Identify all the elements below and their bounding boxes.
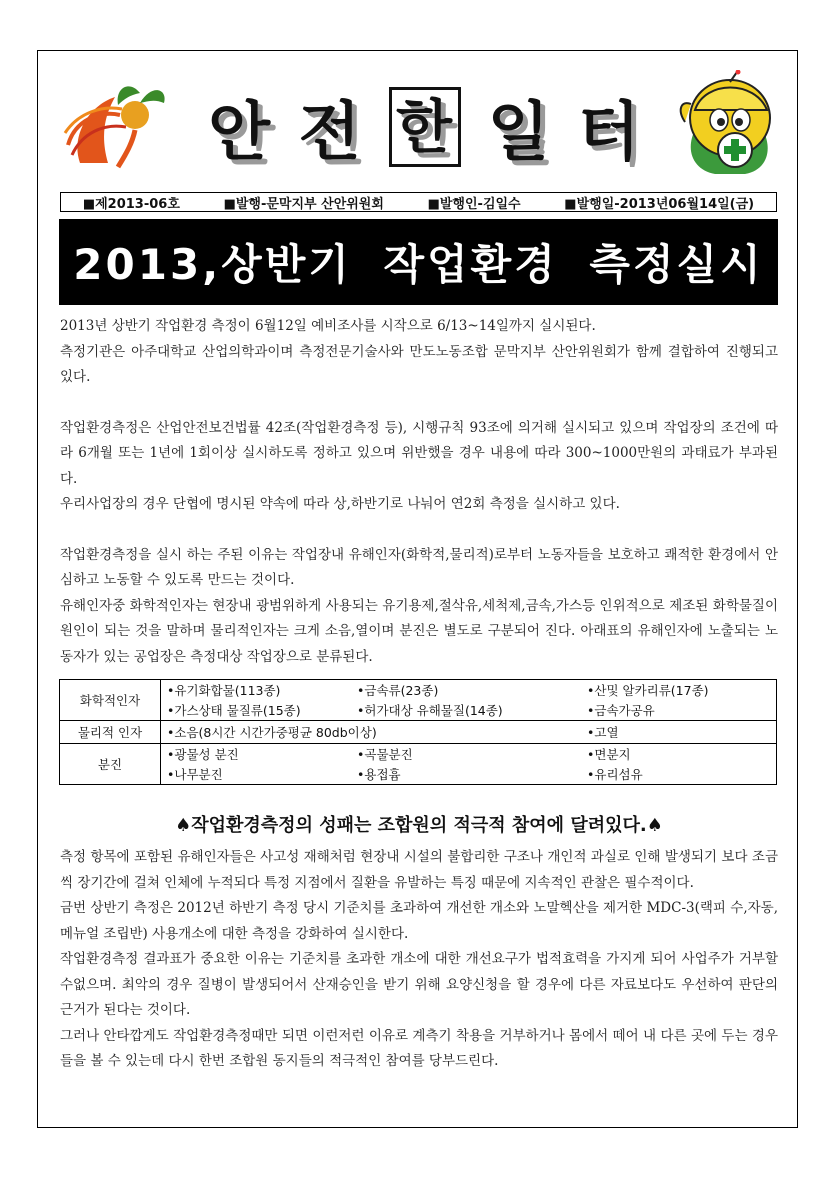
hazard-factors-table — [59, 679, 777, 785]
factor-items — [161, 744, 777, 785]
issue-number: ■제2013-06호 — [82, 196, 180, 212]
paragraph: 작업환경측정은 산업안전보건법률 42조(작업환경측정 등), 시행규칙 93조에 의거해 실시되고 있으며 작업장의 조건에 따라 6개월 또는 1년에 1회이상 실시하도록 정하고 있으며 위반했을 경우 내용에 따라 300~1000만원의 과태료가 부과된다. — [60, 419, 778, 487]
union-logo-icon — [60, 75, 170, 175]
factor-item: •고열 — [587, 725, 619, 740]
masthead-char: 전 — [298, 96, 363, 170]
factor-category: 물리적 인자 — [60, 721, 161, 744]
publisher: ■발행-문막지부 산안위원회 — [223, 196, 384, 212]
section-subheading: ♠작업환경측정의 성패는 조합원의 적극적 참여에 달려있다.♠ — [175, 815, 663, 836]
masthead-char: 안 — [208, 96, 273, 170]
headline: 2013,상반기 작업환경 측정실시 — [59, 219, 778, 305]
factor-item: •금속가공유 — [587, 703, 655, 718]
factor-item: •산및 알카리류(17종) — [587, 683, 709, 698]
factor-item: •금속류(23종) — [357, 683, 439, 698]
paragraph: 작업환경측정 결과표가 중요한 이유는 기준치를 초과한 개소에 대한 개선요구가 법적효력을 가지게 되어 사업주가 거부할 수없으며. 최악의 경우 질병이 발생되어서 산재승인을 받기 위해 요양신청을 할 경우에 다른 자료보다도 우선하여 판단의 근거가 된다는 것이다. — [60, 951, 778, 1018]
paragraph: 작업환경측정을 실시 하는 주된 이유는 작업장내 유해인자(화학적,물리적)로부터 노동자들을 보호하고 쾌적한 환경에서 안심하고 노동할 수 있도록 만드는 것이다. — [60, 546, 778, 588]
factor-item: •면분지 — [587, 747, 631, 762]
factor-item: •허가대상 유해물질(14종) — [357, 703, 503, 718]
masthead-title — [195, 82, 655, 172]
factor-item: •유기화합물(113종) — [167, 683, 281, 698]
factor-items — [161, 680, 777, 721]
factor-item: •가스상태 물질류(15종) — [167, 703, 301, 718]
factor-item: •유리섬유 — [587, 767, 643, 782]
factor-items — [161, 721, 777, 744]
factor-item: •소음(8시간 시간가중평균 80db이상) — [167, 725, 377, 740]
paragraph: 2013년 상반기 작업환경 측정이 6월12일 예비조사를 시작으로 6/13~14일까지 실시된다. — [60, 318, 596, 334]
paragraph: 유해인자중 화학적인자는 현장내 광범위하게 사용되는 유기용제,절삭유,세척제,금속,가스등 인위적으로 제조된 화학물질이 원인이 되는 것을 말하며 물리적인자는 크게 소음,열이며 분진은 별도로 구분되어 진다. 아래표의 유해인자에 노출되는 노동자가 있는 공업장은 측정대상 작업장으로 분류된다. — [60, 597, 778, 665]
paragraph: 그러나 안타깝게도 작업환경측정때만 되면 이런저런 이유로 계측기 착용을 거부하거나 몸에서 떼어 내 다른 곳에 두는 경우들을 볼 수 있는데 다시 한번 조합원 동지들의 적극적인 참여를 당부드린다. — [60, 1027, 778, 1069]
factor-item: •용접흄 — [357, 767, 401, 782]
issue-info-bar — [60, 192, 777, 212]
article-intro — [60, 314, 778, 670]
safety-mascot-icon — [675, 70, 780, 178]
paragraph: 금번 상반기 측정은 2012년 하반기 측정 당시 기준치를 초과하여 개선한 개소와 노말헥산을 제거한 MDC-3(랙피 수,자동,메뉴얼 조립반) 사용개소에 대한 측정을 강화하여 실시한다. — [60, 900, 778, 942]
table-row — [60, 744, 777, 785]
editor: ■발행인-김일수 — [427, 196, 521, 212]
factor-item: •광물성 분진 — [167, 747, 239, 762]
masthead-char: 일 — [487, 96, 552, 170]
paragraph: 측정기관은 아주대학교 산업의학과이며 측정전문기술사와 만도노동조합 문막지부 산안위원회가 함께 결합하여 진행되고 있다. — [60, 343, 778, 385]
masthead-char: 한 — [389, 87, 461, 167]
issue-date: ■발행일-2013년06월14일(금) — [564, 196, 755, 212]
factor-category: 분진 — [60, 744, 161, 785]
paragraph: 측정 항목에 포함된 유해인자들은 사고성 재해처럼 현장내 시설의 불합리한 구조나 개인적 과실로 인해 발생되기 보다 조금씩 장기간에 걸쳐 인체에 누적되다 특정 지점에서 질환을 유발하는 특징 때문에 지속적인 관찰은 필수적이다. — [60, 849, 778, 891]
factor-item: •나무분진 — [167, 767, 223, 782]
factor-item: •곡물분진 — [357, 747, 413, 762]
factor-category: 화학적인자 — [60, 680, 161, 721]
article-participation — [60, 845, 778, 1075]
table-row — [60, 680, 777, 721]
masthead-char: 터 — [577, 96, 642, 170]
paragraph: 우리사업장의 경우 단협에 명시된 약속에 따라 상,하반기로 나눠어 연2회 측정을 실시하고 있다. — [60, 496, 620, 512]
table-row — [60, 721, 777, 744]
